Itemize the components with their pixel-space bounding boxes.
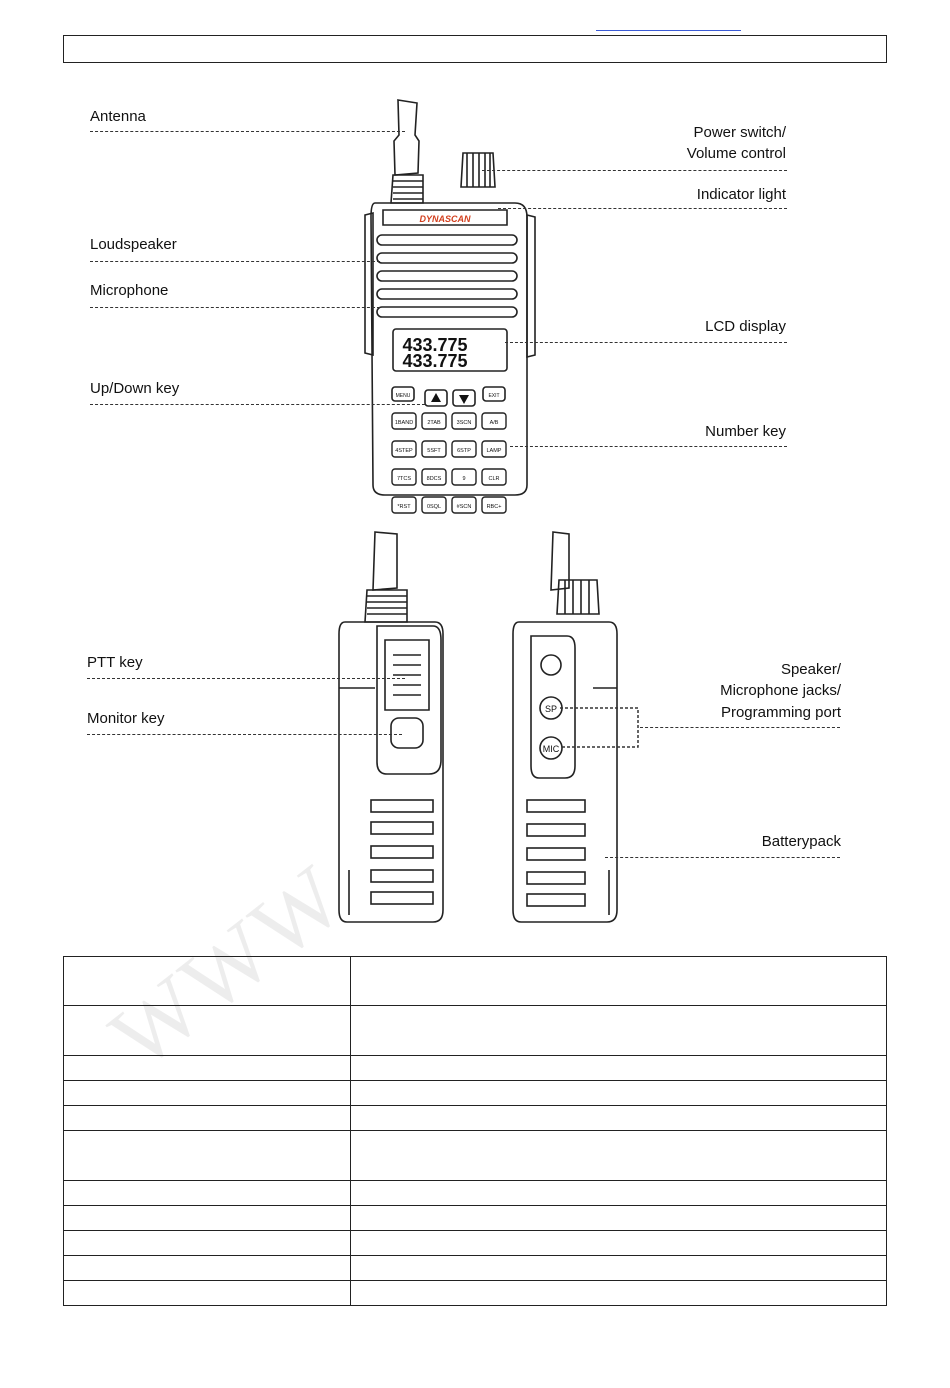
table-cell: [64, 957, 351, 1006]
label-loudspeaker: Loudspeaker: [90, 236, 177, 253]
table-cell: [351, 1006, 887, 1056]
table-cell: [64, 1106, 351, 1131]
menu-key-label: MENU: [395, 393, 411, 399]
table-cell: [64, 1056, 351, 1081]
table-cell: [64, 1231, 351, 1256]
table-cell: [351, 1056, 887, 1081]
table-row: [64, 1056, 887, 1081]
label-indicator-light: Indicator light: [696, 186, 786, 203]
number-keypad: [392, 413, 506, 513]
keypad-key-label: 3SCN: [456, 420, 472, 426]
leader-microphone: [90, 307, 380, 308]
keypad-key-label: RBC+: [486, 504, 502, 510]
table-row: [64, 1231, 887, 1256]
sp-jack-label: SP: [544, 704, 558, 714]
radio-left-side-view: [335, 530, 455, 925]
table-row: [64, 1131, 887, 1181]
radio-front-view: [355, 95, 555, 510]
table-row: [64, 1081, 887, 1106]
table-cell: [64, 1181, 351, 1206]
label-lcd-display: LCD display: [705, 318, 786, 335]
label-antenna: Antenna: [90, 108, 146, 125]
spec-table: [63, 956, 887, 1306]
table-row: [64, 1106, 887, 1131]
keypad-key-label: 7TCS: [396, 476, 412, 482]
keypad-key-label: LAMP: [486, 448, 502, 454]
leader-antenna: [90, 131, 405, 132]
leader-monitor-key: [87, 734, 402, 735]
table-cell: [64, 1281, 351, 1306]
label-speaker-1: Speaker/: [780, 661, 841, 678]
table-row: [64, 1181, 887, 1206]
leader-number-key: [510, 446, 787, 447]
lcd-digits-bottom: 433.775: [402, 351, 468, 371]
keypad-key-label: 5SFT: [427, 448, 441, 454]
exit-key-label: EXIT: [488, 393, 500, 399]
table-cell: [351, 1281, 887, 1306]
table-row: [64, 1006, 887, 1056]
table-cell: [351, 1106, 887, 1131]
lcd-digits-top: 433.775: [402, 335, 468, 355]
header-box: [63, 35, 887, 63]
table-row: [64, 1206, 887, 1231]
leader-ptt-key: [87, 678, 405, 679]
keypad-key-label: 0SQL: [426, 504, 442, 510]
table-cell: [351, 1256, 887, 1281]
label-number-key: Number key: [705, 423, 786, 440]
label-ptt-key: PTT key: [87, 654, 143, 671]
label-speaker-2: Microphone jacks/: [720, 682, 841, 699]
table-cell: [64, 1081, 351, 1106]
label-speaker-3: Programming port: [720, 704, 841, 721]
leader-power-switch: [482, 170, 787, 171]
keypad-key-label: 2TAB: [427, 420, 441, 426]
table-cell: [351, 1231, 887, 1256]
table-cell: [64, 1131, 351, 1181]
mic-jack-label: MIC: [542, 744, 560, 754]
leader-batterypack: [605, 857, 840, 858]
table-row: [64, 1256, 887, 1281]
label-monitor-key: Monitor key: [87, 710, 165, 727]
keypad-key-label: 4STEP: [395, 448, 413, 454]
keypad-key-label: *RST: [397, 504, 411, 510]
table-cell: [351, 1181, 887, 1206]
table-cell: [64, 1006, 351, 1056]
leader-loudspeaker: [90, 261, 380, 262]
leader-lcd-display: [505, 342, 787, 343]
table-cell: [351, 1206, 887, 1231]
table-row: [64, 957, 887, 1006]
label-power-switch-2: Volume control: [686, 145, 786, 162]
label-batterypack: Batterypack: [761, 833, 841, 850]
leader-indicator-light: [498, 208, 787, 209]
header-link-underline[interactable]: [596, 30, 741, 31]
keypad-key-label: 8DCS: [426, 476, 442, 482]
keypad-key-label: #SCN: [456, 504, 472, 510]
table-cell: [351, 1081, 887, 1106]
table-cell: [351, 1131, 887, 1181]
keypad-key-label: 1BAND: [394, 420, 414, 426]
radio-brand-label: DYNASCAN: [419, 214, 471, 224]
jack-bracket: [560, 703, 642, 751]
keypad-key-label: 6STP: [457, 448, 471, 454]
table-cell: [351, 957, 887, 1006]
keypad-key-label: CLR: [488, 476, 500, 482]
label-microphone: Microphone: [90, 282, 169, 299]
table-cell: [64, 1206, 351, 1231]
watermark: WWW: [92, 845, 365, 1088]
label-up-down-key: Up/Down key: [90, 380, 180, 397]
table-cell: [64, 1256, 351, 1281]
keypad-key-label: A/B: [489, 420, 499, 426]
leader-up-down-key: [90, 404, 425, 405]
keypad-key-label: 9: [462, 476, 466, 482]
table-row: [64, 1281, 887, 1306]
label-power-switch-1: Power switch/: [693, 124, 786, 141]
leader-speaker-jacks: [640, 727, 840, 728]
